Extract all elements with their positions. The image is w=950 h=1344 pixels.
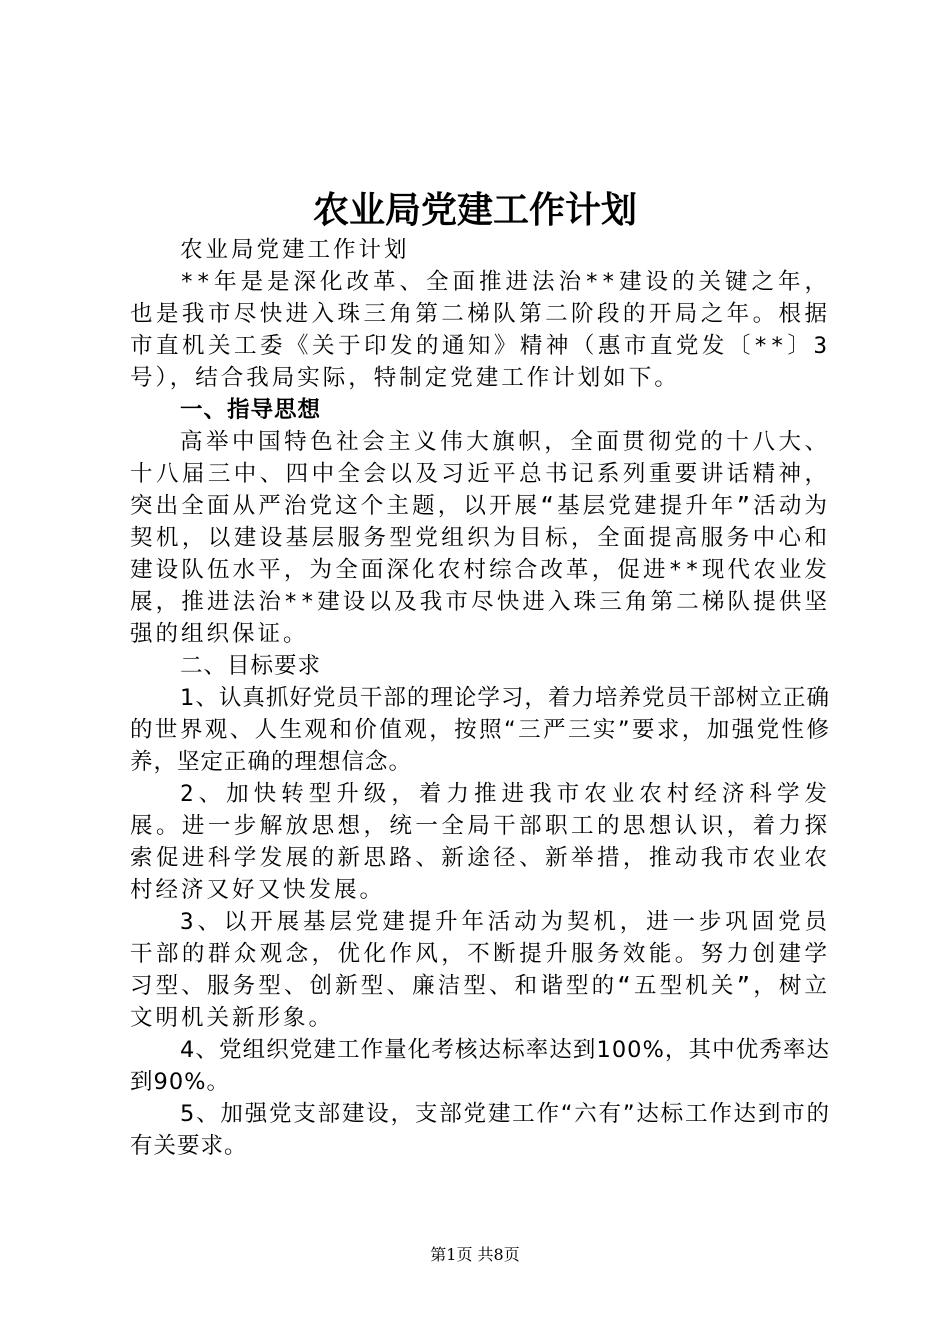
heading-guiding-ideology: 一、指导思想 [180,397,322,423]
document-body [130,234,830,1162]
paragraph-objective-5: 5、加强党支部建设，支部党建工作“六有”达标工作达到市的有关要求。 [130,1101,830,1159]
document-title: 农业局党建工作计划 [312,189,637,231]
paragraph-objective-2: 2、加快转型升级，着力推进我市农业农村经济科学发展。进一步解放思想，统一全局干部职工的思想认识，着力探索促进科学发展的新思路、新途径、新举措，推动我市农业农村经济又好又快发展。 [130,781,830,903]
paragraph-guiding-ideology: 高举中国特色社会主义伟大旗帜，全面贯彻党的十八大、十八届三中、四中全会以及习近平总书记系列重要讲话精神，突出全面从严治党这个主题，以开展“基层党建提升年”活动为契机，以建设基层服务型党组织为目标，全面提高服务中心和建设队伍水平，为全面深化农村综合改革，促进**现代农业发展，推进法治**建设以及我市尽快进入珠三角第二梯队提供坚强的组织保证。 [130,429,830,647]
paragraph-objective-1: 1、认真抓好党员干部的理论学习，着力培养党员干部树立正确的世界观、人生观和价值观，按照“三严三实”要求，加强党性修养，坚定正确的理想信念。 [130,685,830,775]
paragraph-objective-3: 3、以开展基层党建提升年活动为契机，进一步巩固党员干部的群众观念，优化作风，不断提升服务效能。努力创建学习型、服务型、创新型、廉洁型、和谐型的“五型机关”，树立文明机关新形象。 [130,909,830,1031]
paragraph-intro: **年是是深化改革、全面推进法治**建设的关键之年，也是我市尽快进入珠三角第二梯队第二阶段的开局之年。根据市直机关工委《关于印发的通知》精神（惠市直党发〔**〕3号），结合我局实际，特制定党建工作计划如下。 [130,269,830,391]
paragraph-subtitle: 农业局党建工作计划 [180,237,410,263]
heading-objectives: 二、目标要求 [180,653,322,679]
page-number-footer: 第1页 共8页 [430,1245,520,1264]
paragraph-objective-4: 4、党组织党建工作量化考核达标率达到100%，其中优秀率达到90%。 [130,1037,830,1095]
